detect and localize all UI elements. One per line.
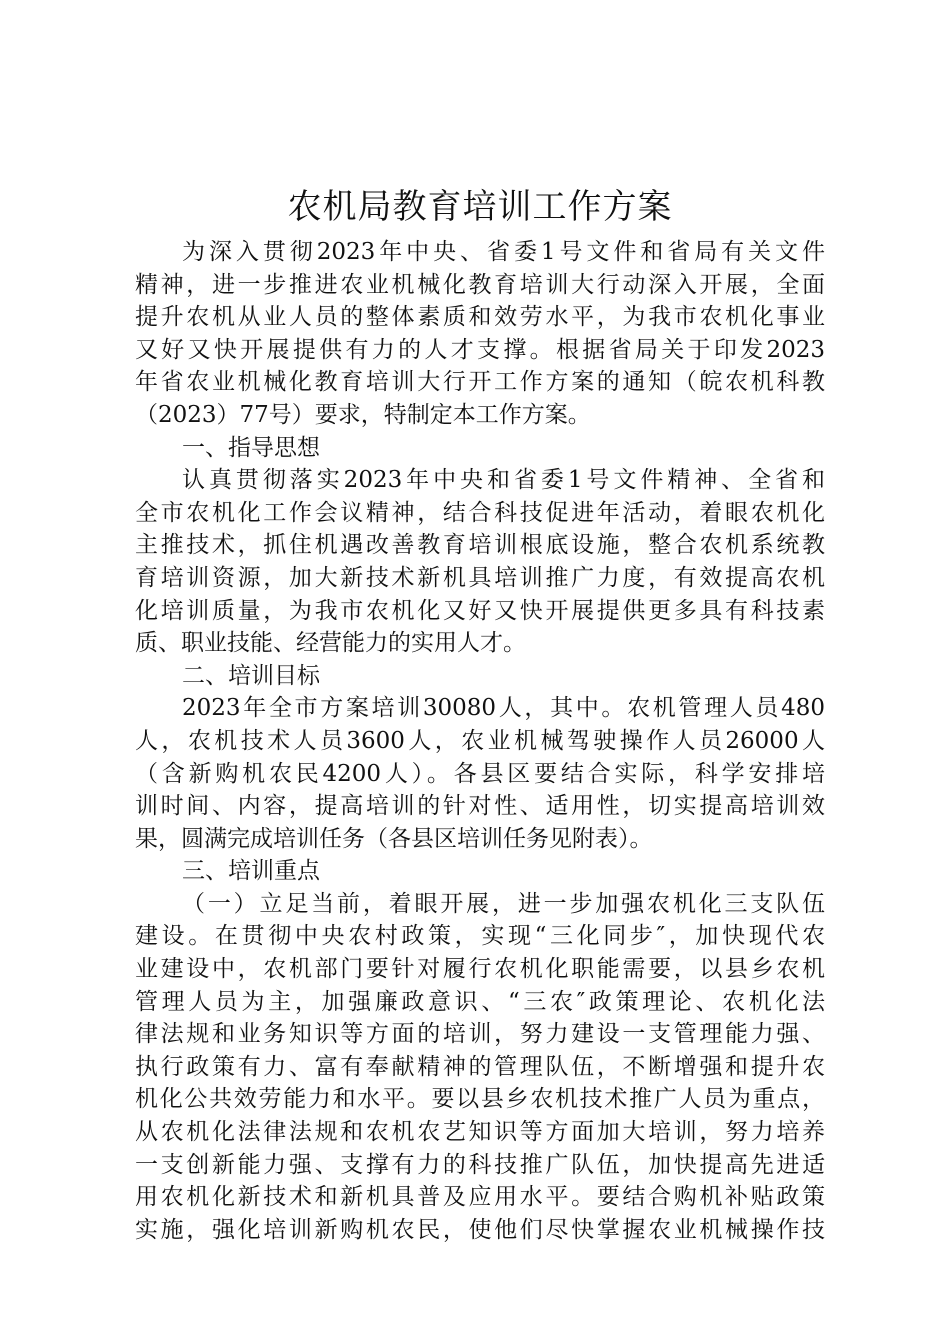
- text-line: 二、培训目标: [182, 662, 320, 689]
- text-line: （一）立足当前，着眼开展，进一步加强农机化三支队伍: [182, 890, 825, 917]
- text-line: 执行政策有力、富有奉献精神的管理队伍，不断增强和提升农: [135, 1053, 825, 1080]
- document-body: [135, 236, 825, 1246]
- text-line: 年省农业机械化教育培训大行开工作方案的通知（皖农机科教: [135, 369, 825, 396]
- text-line: 律法规和业务知识等方面的培训，努力建设一支管理能力强、: [135, 1021, 825, 1048]
- text-line: 人，农机技术人员3600人，农业机械驾驶操作人员26000人: [135, 727, 825, 754]
- text-line: 质、职业技能、经营能力的实用人才。: [135, 630, 526, 657]
- text-line: 育培训资源，加大新技术新机具培训推广力度，有效提高农机: [135, 564, 825, 591]
- text-line: 用农机化新技术和新机具普及应用水平。要结合购机补贴政策: [135, 1184, 825, 1211]
- text-line: 化培训质量，为我市农机化又好又快开展提供更多具有科技素: [135, 597, 825, 624]
- text-line: 建设。在贯彻中央农村政策，实现“三化同步″，加快现代农: [135, 923, 825, 950]
- text-line: 实施，强化培训新购机农民，使他们尽快掌握农业机械操作技: [135, 1216, 825, 1243]
- text-line: （含新购机农民4200人）。各县区要结合实际，科学安排培: [135, 760, 825, 787]
- text-line: 精神，进一步推进农业机械化教育培训大行动深入开展，全面: [135, 271, 825, 298]
- text-line: 果，圆满完成培训任务（各县区培训任务见附表）。: [135, 825, 653, 852]
- text-line: 主推技术，抓住机遇改善教育培训根底设施，整合农机系统教: [135, 532, 825, 559]
- text-line: 又好又快开展提供有力的人才支撑。根据省局关于印发2023: [135, 336, 825, 363]
- text-line: 一支创新能力强、支撑有力的科技推广队伍，加快提高先进适: [135, 1151, 825, 1178]
- text-line: 全市农机化工作会议精神，结合科技促进年活动，着眼农机化: [135, 499, 825, 526]
- text-line: 认真贯彻落实2023年中央和省委1号文件精神、全省和: [182, 467, 825, 494]
- text-line: 训时间、内容，提高培训的针对性、适用性，切实提高培训效: [135, 793, 825, 820]
- text-line: （2023）77号）要求，特制定本工作方案。: [135, 401, 591, 428]
- text-line: 三、培训重点: [182, 858, 320, 885]
- text-line: 2023年全市方案培训30080人，其中。农机管理人员480: [182, 695, 825, 722]
- text-line: 业建设中，农机部门要针对履行农机化职能需要，以县乡农机: [135, 956, 825, 983]
- document-page: [135, 178, 825, 1246]
- text-line: 从农机化法律法规和农机农艺知识等方面加大培训，努力培养: [135, 1119, 825, 1146]
- text-line: 一、指导思想: [182, 434, 320, 461]
- text-line: 机化公共效劳能力和水平。要以县乡农机技术推广人员为重点，: [135, 1086, 825, 1113]
- document-title: 农机局教育培训工作方案: [287, 187, 673, 227]
- text-line: 为深入贯彻2023年中央、省委1号文件和省局有关文件: [182, 239, 825, 265]
- text-line: 管理人员为主，加强廉政意识、“三农″政策理论、农机化法: [135, 988, 825, 1015]
- text-line: 提升农机从业人员的整体素质和效劳水平，为我市农机化事业: [135, 304, 825, 331]
